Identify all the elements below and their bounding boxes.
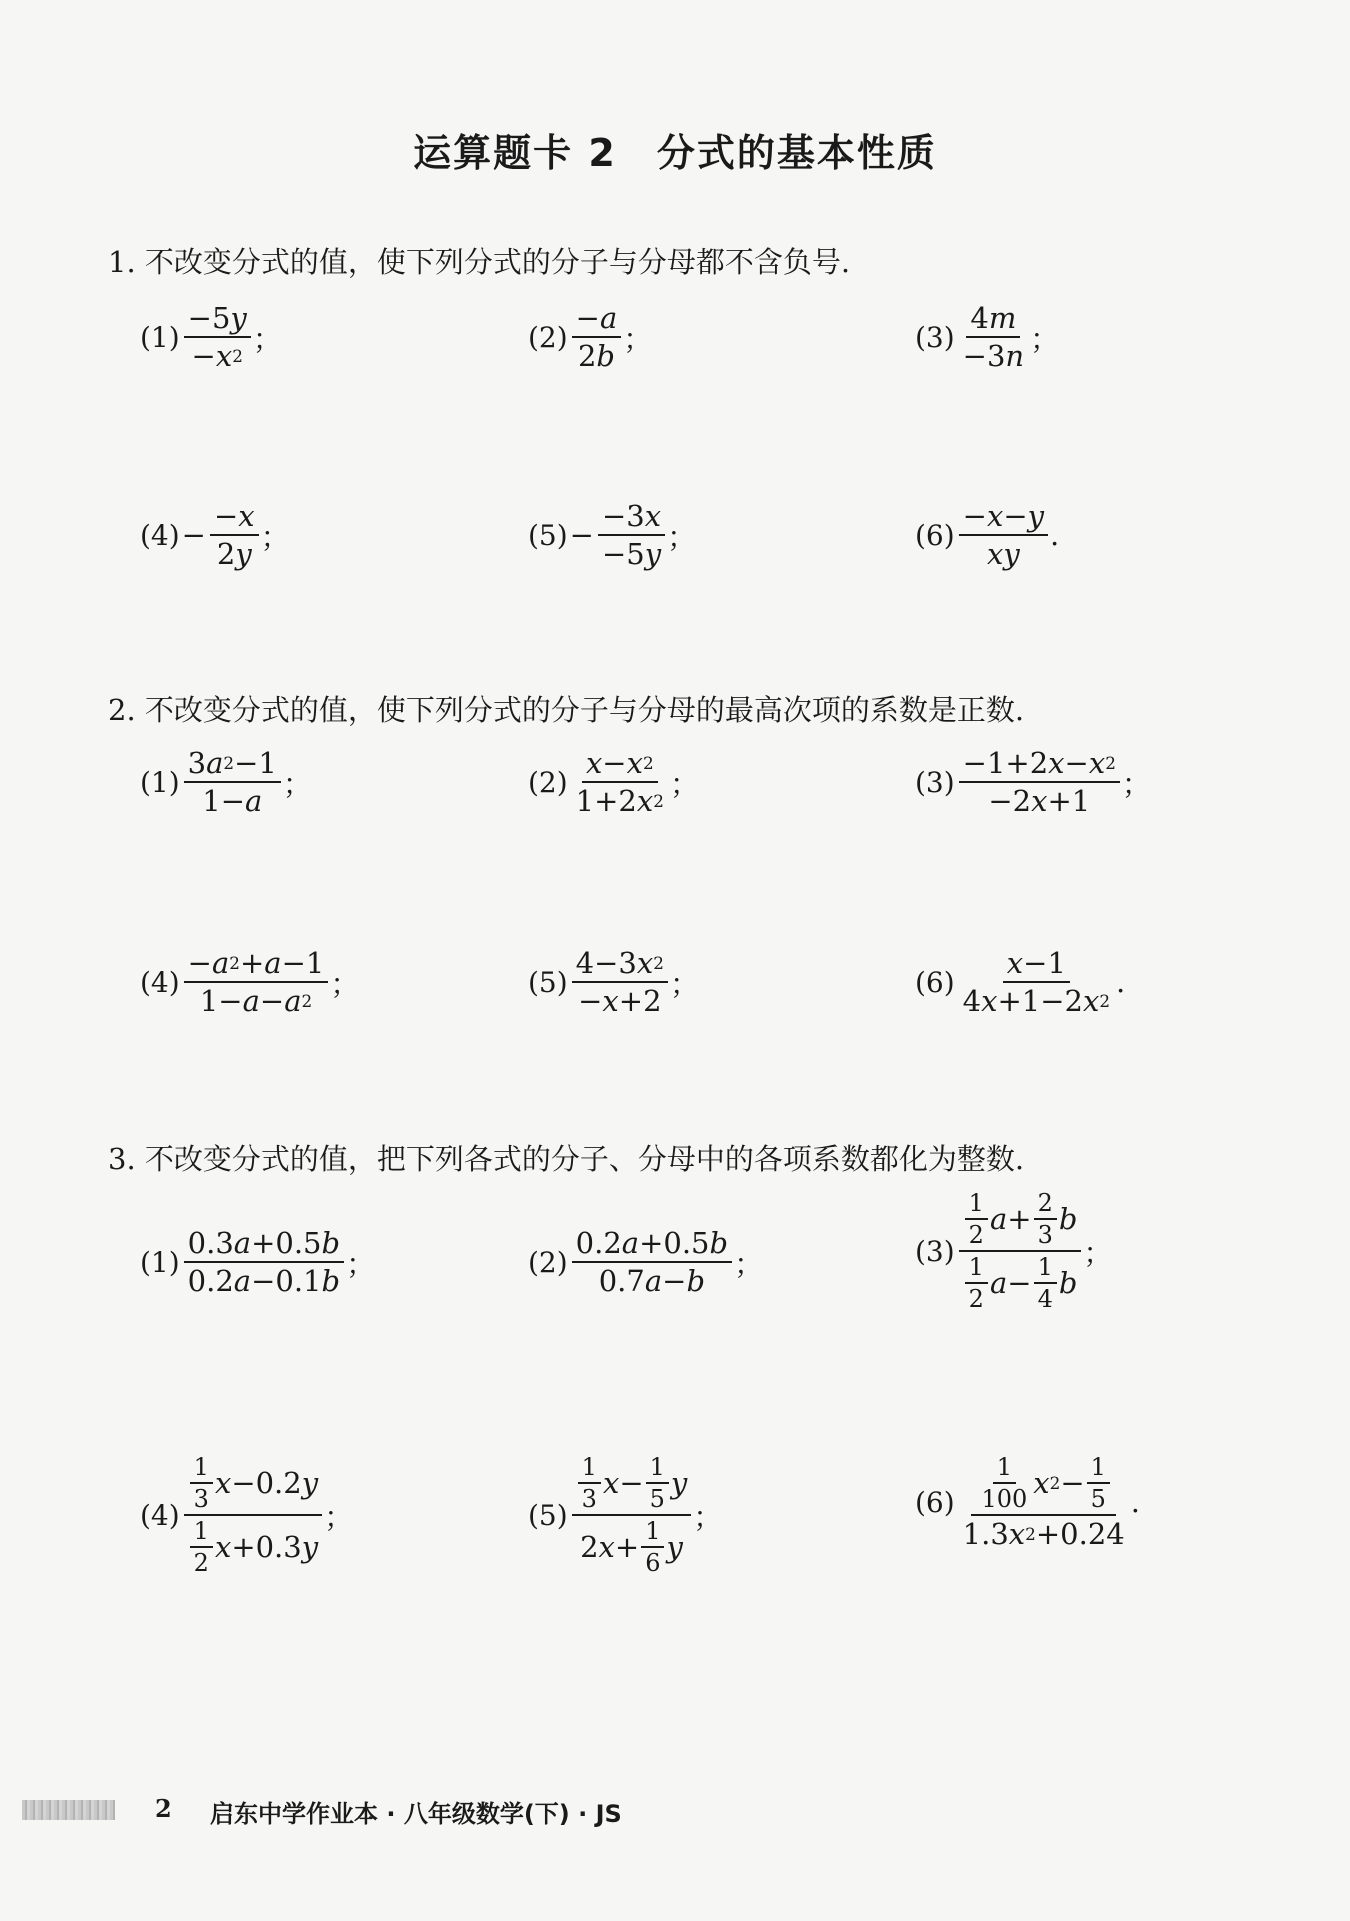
item-number: (2)	[528, 320, 568, 354]
complex-fraction: $\frac{1}{100}$ x 2 − $\frac{1}{5}$ 1.3 x 2 +0.24	[962, 1453, 1125, 1551]
complex-fraction: $\frac{1}{2}$ a + $\frac{2}{3}$ b $\frac{1}{2}$ a − $\frac{1}{4}$ b	[959, 1188, 1082, 1314]
fraction: 4−3 x 2 − x +2	[572, 945, 668, 1020]
fraction: 3 a 2 −1 1− a	[184, 745, 281, 820]
item-number: (4)	[140, 1498, 180, 1532]
footer-bar	[22, 1800, 115, 1820]
semicolon: ；	[667, 519, 697, 554]
semicolon: ；	[252, 321, 282, 356]
item-number: (3)	[915, 1234, 955, 1268]
fraction: − a 2 b	[572, 300, 622, 375]
fraction: x − x 2 1+2 x 2	[575, 746, 664, 819]
fraction: −1+2 x − x 2 −2 x +1	[959, 745, 1120, 820]
q1-item-4: (4) − − x 2 y ；	[140, 499, 290, 572]
q3-item-2	[528, 1225, 763, 1300]
q3-item-3	[915, 1188, 1112, 1314]
semicolon: ；	[1121, 766, 1151, 801]
semicolon: ；	[330, 966, 360, 1001]
item-number: (4)	[140, 965, 180, 999]
fraction: −3 x −5 y	[598, 498, 665, 573]
item-number: (2)	[528, 1245, 568, 1279]
item-number: (4)	[140, 518, 180, 552]
item-number: (1)	[140, 765, 180, 799]
q3-item-4	[140, 1452, 353, 1578]
fraction: − x 2 y	[210, 498, 259, 573]
fraction: x −1 4 x +1−2 x 2	[962, 946, 1111, 1019]
fraction: − a 2 + a −1 1− a − a 2	[184, 945, 329, 1020]
period: .	[1116, 965, 1126, 1000]
period: .	[1130, 1485, 1140, 1520]
item-number: (1)	[140, 320, 180, 354]
question-3: 3. 不改变分式的值，把下列各式的分子、分母中的各项系数都化为整数.	[108, 1142, 1025, 1176]
question-2: 2. 不改变分式的值，使下列分式的分子与分母的最高次项的系数是正数.	[108, 693, 1025, 727]
q2-item-3	[915, 745, 1151, 820]
page-title: 运算题卡 2 分式的基本性质	[413, 131, 937, 175]
item-number: (1)	[140, 1245, 180, 1279]
q2-item-2	[528, 745, 699, 820]
semicolon: ；	[623, 321, 653, 356]
semicolon: ；	[669, 766, 699, 801]
semicolon: ；	[346, 1246, 376, 1281]
period: .	[1050, 518, 1060, 553]
book-title: 启东中学作业本 · 八年级数学(下) · JS	[210, 1800, 622, 1828]
q2-item-5	[528, 945, 699, 1020]
q1-item-6	[915, 498, 1059, 573]
semicolon: ；	[669, 966, 699, 1001]
item-number: (2)	[528, 765, 568, 799]
item-number: (5)	[528, 965, 568, 999]
item-number: (6)	[915, 965, 955, 999]
semicolon: ；	[734, 1246, 764, 1281]
item-number: (6)	[915, 1485, 955, 1519]
q2-item-4	[140, 945, 359, 1020]
q1-item-3	[915, 300, 1059, 375]
q2-item-1	[140, 745, 312, 820]
item-number: (5)	[528, 518, 568, 552]
semicolon: ；	[324, 1499, 354, 1534]
q3-item-1	[140, 1225, 375, 1300]
semicolon: ；	[282, 766, 312, 801]
complex-fraction: $\frac{1}{3}$ x − $\frac{1}{5}$ y 2 x + $\frac{1}{6}$ y	[572, 1452, 692, 1578]
item-number: (6)	[915, 518, 955, 552]
semicolon: ；	[260, 519, 290, 554]
semicolon: ；	[693, 1499, 723, 1534]
fraction: 0.2 a +0.5 b 0.7 a − b	[572, 1225, 732, 1300]
q1-item-5: (5) − −3 x −5 y ；	[528, 499, 697, 572]
question-1: 1. 不改变分式的值，使下列分式的分子与分母都不含负号.	[108, 245, 851, 279]
fraction: − x − y xy	[959, 498, 1048, 573]
q1-item-1	[140, 300, 282, 375]
item-number: (5)	[528, 1498, 568, 1532]
fraction: −5 y − x 2	[184, 300, 251, 375]
fraction: 0.3 a +0.5 b 0.2 a −0.1 b	[184, 1225, 344, 1300]
q2-item-6	[915, 945, 1125, 1020]
semicolon: ；	[1030, 321, 1060, 356]
item-number: (3)	[915, 765, 955, 799]
semicolon: ；	[1083, 1235, 1113, 1270]
item-number: (3)	[915, 320, 955, 354]
page-number: 2	[155, 1794, 172, 1823]
fraction: 4 m −3 n	[962, 301, 1025, 374]
complex-fraction: $\frac{1}{3}$ x −0.2 y $\frac{1}{2}$ x +0.3 y	[184, 1452, 322, 1578]
q1-item-2	[528, 300, 652, 375]
q3-item-6	[915, 1452, 1140, 1552]
q3-item-5	[528, 1452, 722, 1578]
page-footer	[0, 1794, 1350, 1830]
